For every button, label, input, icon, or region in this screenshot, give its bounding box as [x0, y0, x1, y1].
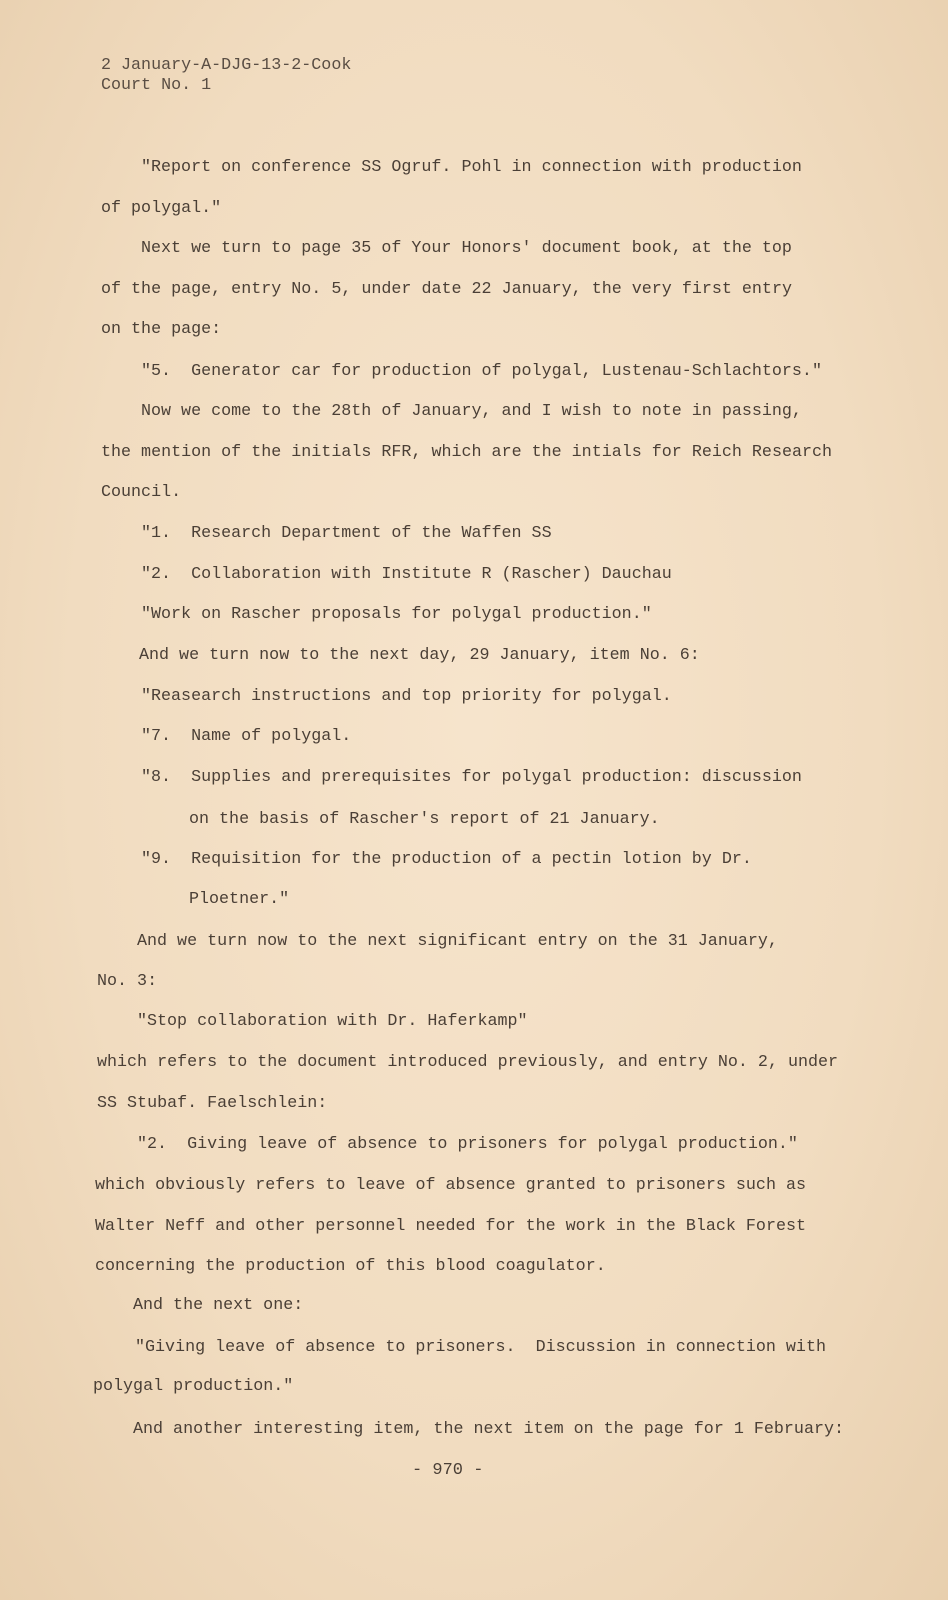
text-line: the mention of the initials RFR, which are the intials for Reich Research — [101, 443, 833, 462]
text-line: Ploetner." — [189, 890, 290, 909]
text-line: which refers to the document introduced previously, and entry No. 2, under — [97, 1053, 839, 1072]
text-line: And we turn now to the next day, 29 January, item No. 6: — [139, 646, 700, 665]
text-line: Walter Neff and other personnel needed for the work in the Black Forest — [95, 1217, 807, 1236]
text-line: "Report on conference SS Ogruf. Pohl in connection with production — [141, 158, 802, 177]
text-line: "2. Collaboration with Institute R (Rascher) Dauchau — [141, 565, 672, 584]
text-line: "Reasearch instructions and top priority for polygal. — [141, 687, 672, 706]
text-line: "Work on Rascher proposals for polygal production." — [141, 605, 652, 624]
text-line: "7. Name of polygal. — [141, 727, 352, 746]
text-line: And the next one: — [133, 1296, 304, 1315]
text-line: And another interesting item, the next item on the page for 1 February: — [133, 1420, 845, 1439]
text-line: "5. Generator car for production of polygal, Lustenau-Schlachtors." — [141, 362, 822, 381]
text-line: "9. Requisition for the production of a pectin lotion by Dr. — [141, 850, 752, 869]
text-line: Now we come to the 28th of January, and I wish to note in passing, — [141, 402, 802, 421]
header-reference: 2 January-A-DJG-13-2-Cook — [101, 56, 352, 75]
text-line: "Stop collaboration with Dr. Haferkamp" — [137, 1012, 528, 1031]
text-line: "1. Research Department of the Waffen SS — [141, 524, 552, 543]
text-line: on the page: — [101, 320, 222, 339]
text-line: on the basis of Rascher's report of 21 January. — [189, 810, 660, 829]
page-number: - 970 - — [412, 1461, 484, 1480]
text-line: "2. Giving leave of absence to prisoners for polygal production." — [137, 1135, 798, 1154]
text-line: which obviously refers to leave of absence granted to prisoners such as — [95, 1176, 807, 1195]
text-line: Next we turn to page 35 of Your Honors' document book, at the top — [141, 239, 792, 258]
text-line: SS Stubaf. Faelschlein: — [97, 1094, 328, 1113]
text-line: of polygal." — [101, 199, 222, 218]
text-line: No. 3: — [97, 972, 158, 991]
text-line: And we turn now to the next significant entry on the 31 January, — [137, 932, 778, 951]
text-line: Council. — [101, 483, 182, 502]
text-line: of the page, entry No. 5, under date 22 January, the very first entry — [101, 280, 792, 299]
text-line: polygal production." — [93, 1377, 294, 1396]
text-line: concerning the production of this blood coagulator. — [95, 1257, 606, 1276]
text-line: "Giving leave of absence to prisoners. Discussion in connection with — [135, 1338, 826, 1357]
header-court: Court No. 1 — [101, 76, 212, 95]
text-line: "8. Supplies and prerequisites for polygal production: discussion — [141, 768, 802, 787]
